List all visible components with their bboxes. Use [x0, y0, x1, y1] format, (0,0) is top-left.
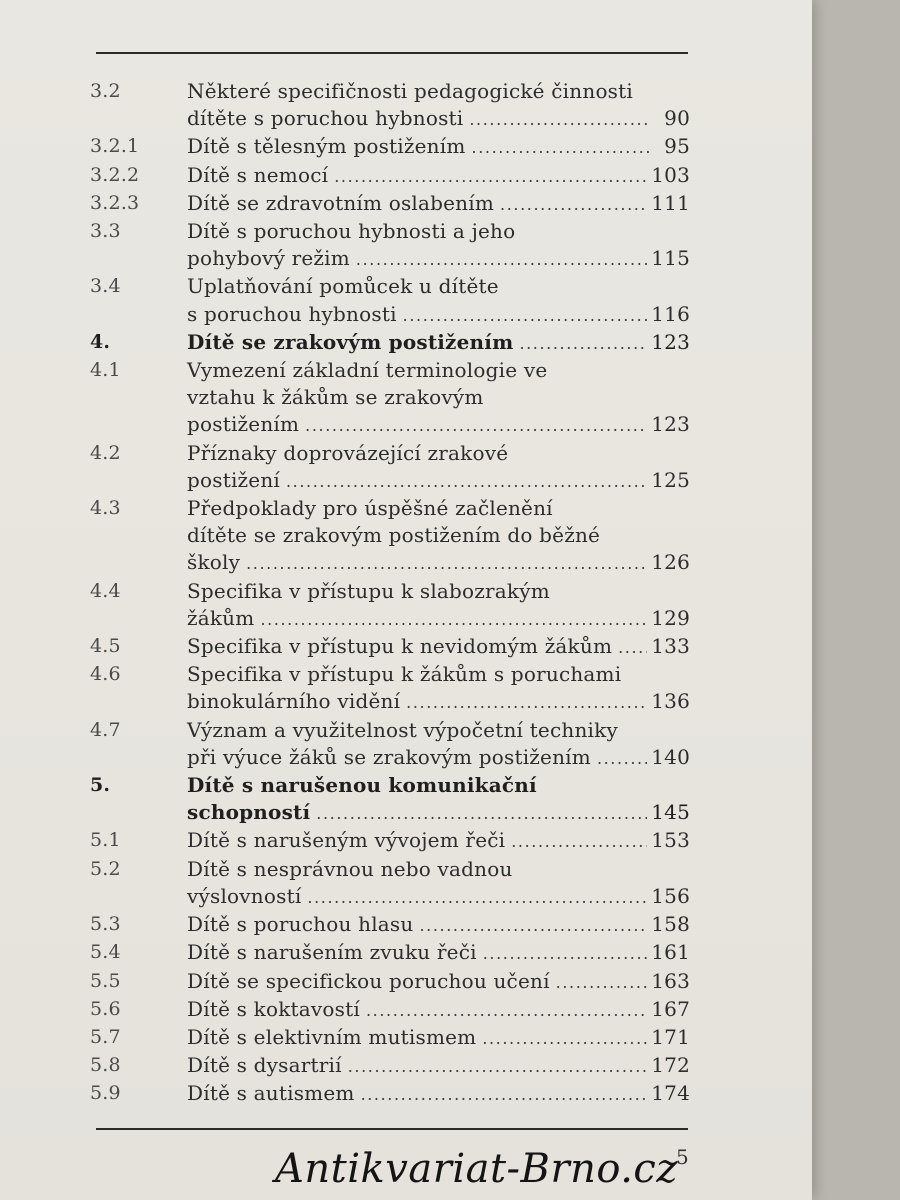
toc-entry-page: 123: [651, 412, 690, 437]
toc-entry-number: 4.2: [90, 441, 121, 464]
dot-leader: [419, 912, 647, 939]
toc-entry-number: 3.3: [90, 220, 121, 243]
toc-entry: [90, 133, 690, 161]
dot-leader: [286, 468, 647, 495]
toc-entry-number: 4.4: [90, 579, 121, 602]
toc-entry: [90, 996, 690, 1024]
toc-entry-title-line: Dítě s poruchou hybnosti a jeho: [187, 219, 516, 244]
dot-leader: [556, 969, 648, 996]
toc-entry-title-line: schopností: [187, 800, 311, 825]
toc-entry-page: 123: [651, 329, 690, 354]
toc-entry-title-line: Příznaky doprovázející zrakové: [187, 440, 509, 465]
toc-entry-number: 5.4: [90, 941, 121, 964]
toc-entry-page: 172: [651, 1053, 690, 1078]
toc-entry: [90, 162, 690, 190]
toc-entry-page: 116: [651, 301, 690, 326]
toc-entry-page: 115: [651, 246, 690, 271]
toc-entry: [90, 1080, 690, 1108]
toc-entry-title-line: pohybový režim: [187, 246, 350, 271]
watermark-logo: Antikvariat-Brno.cz: [275, 1146, 678, 1192]
toc-entry: [90, 1052, 690, 1080]
dot-leader: [356, 246, 647, 273]
dot-leader: [511, 828, 647, 855]
toc-entry-number: 4.7: [90, 718, 121, 741]
toc-entry-number: 5.2: [90, 857, 121, 880]
toc-entry: [90, 190, 690, 218]
toc-entry-title-line: Dítě s tělesným postižením: [187, 134, 466, 159]
toc-entry-title-line: Dítě s elektivním mutismem: [187, 1024, 477, 1049]
toc-entry-title-line: postižení: [187, 467, 280, 492]
toc-entry-title-line: Dítě se specifickou poruchou učení: [187, 968, 550, 993]
toc-entry-page: 111: [651, 190, 690, 215]
toc-entry-page: 158: [651, 912, 690, 937]
toc-entry: [90, 78, 690, 133]
toc-entry: [90, 772, 690, 827]
toc-entry-title-line: Dítě s nesprávnou nebo vadnou: [187, 856, 513, 881]
toc-entry: [90, 273, 690, 328]
page-number: 5: [676, 1145, 689, 1169]
toc-entry: [90, 856, 690, 911]
dot-leader: [305, 412, 647, 439]
toc-entry-number: 3.2.1: [90, 135, 140, 158]
toc-entry-title-line: Předpoklady pro úspěšné začlenění: [187, 496, 553, 521]
dot-leader: [361, 1081, 648, 1108]
dot-leader: [469, 106, 650, 133]
toc-entry: [90, 578, 690, 633]
toc-entry-title-line: žákům: [187, 605, 255, 630]
dot-leader: [483, 940, 648, 967]
toc-entry-title-line: Dítě s autismem: [187, 1081, 355, 1106]
dot-leader: [618, 634, 647, 661]
toc-entry-title-line: Některé specifičnosti pedagogické činnosti: [187, 79, 633, 103]
toc-entry-page: 133: [651, 634, 690, 659]
dot-leader: [597, 745, 647, 772]
toc-entry: [90, 329, 690, 357]
toc-entry-title-line: dítěte se zrakovým postižením do běžné: [187, 523, 601, 548]
toc-entry-title-line: s poruchou hybnosti: [187, 301, 397, 326]
toc-entry-title-line: Specifika v přístupu k žákům s poruchami: [187, 662, 622, 687]
toc-entry-number: 5.9: [90, 1082, 121, 1105]
dot-leader: [366, 997, 647, 1024]
toc-entry-title-line: Dítě s narušeným vývojem řeči: [187, 828, 506, 853]
toc-entry-title-line: Dítě s poruchou hlasu: [187, 912, 414, 937]
toc-entry-number: 4.5: [90, 635, 121, 658]
top-rule: [96, 52, 688, 54]
toc-entry-title-line: Specifika v přístupu k nevidomým žákům: [187, 634, 613, 659]
toc-entry: [90, 495, 690, 578]
dot-leader: [246, 550, 647, 577]
toc-entry-page: 140: [651, 744, 690, 769]
toc-entry-number: 4.6: [90, 663, 121, 686]
toc-entry-page: 167: [651, 996, 690, 1021]
toc-entry-number: 4.3: [90, 497, 121, 520]
dot-leader: [307, 884, 647, 911]
toc-entry-title-line: dítěte s poruchou hybnosti: [187, 106, 464, 131]
toc-entry-page: 95: [664, 134, 690, 159]
toc-entry: [90, 717, 690, 772]
toc-entry-number: 5.6: [90, 997, 121, 1020]
toc-entry-title-line: Uplatňování pomůcek u dítěte: [187, 274, 499, 299]
toc-entry: [90, 1024, 690, 1052]
toc-entry-number: 5.7: [90, 1025, 121, 1048]
dot-leader: [472, 134, 650, 161]
toc-entry: [90, 440, 690, 495]
toc-entry-title-line: Dítě s koktavostí: [187, 996, 360, 1021]
toc-entry-number: 4.: [90, 330, 111, 353]
toc-entry-number: 5.1: [90, 829, 121, 852]
toc-entry-number: 5.: [90, 774, 111, 797]
toc-entry-title-line: Vymezení základní terminologie ve: [187, 358, 548, 383]
toc-entry-page: 171: [651, 1024, 690, 1049]
toc-entry-page: 145: [651, 800, 690, 825]
toc-entry-number: 5.8: [90, 1054, 121, 1077]
toc-entry-page: 103: [651, 162, 690, 187]
bottom-rule: [96, 1128, 688, 1130]
toc-entry-page: 126: [651, 550, 690, 575]
dot-leader: [260, 606, 647, 633]
toc-entry: [90, 911, 690, 939]
toc-entry-number: 3.2: [90, 80, 121, 102]
toc-entry-page: 136: [651, 689, 690, 714]
toc-entry-number: 3.4: [90, 275, 121, 298]
dot-leader: [334, 163, 647, 190]
toc-entry-title-line: postižením: [187, 412, 300, 437]
toc-entry-page: 90: [664, 106, 690, 131]
toc-entry: [90, 939, 690, 967]
toc-entry-page: 163: [651, 968, 690, 993]
toc-entry-page: 156: [651, 883, 690, 908]
toc-entry-page: 153: [651, 828, 690, 853]
toc-entry-title-line: Dítě s nemocí: [187, 162, 329, 187]
dot-leader: [403, 302, 648, 329]
toc-entry-page: 174: [651, 1081, 690, 1106]
toc-entry-page: 125: [651, 467, 690, 492]
toc-entry-title-line: Dítě se zrakovým postižením: [187, 329, 514, 354]
toc-entry-number: 4.1: [90, 359, 121, 382]
toc-entry-title-line: binokulárního vidění: [187, 689, 401, 714]
dot-leader: [406, 689, 647, 716]
toc-entry-title-line: při výuce žáků se zrakovým postižením: [187, 744, 591, 769]
dot-leader: [500, 191, 647, 218]
toc-entry-title-line: Dítě s dysartrií: [187, 1053, 342, 1078]
toc-entry-number: 3.2.2: [90, 163, 140, 186]
toc-entry: [90, 968, 690, 996]
toc-entry-title-line: Specifika v přístupu k slabozrakým: [187, 578, 550, 603]
toc-entry-title-line: Dítě s narušením zvuku řeči: [187, 940, 477, 965]
toc-entry-title-line: Význam a využitelnost výpočetní techniky: [187, 717, 618, 742]
dot-leader: [348, 1053, 647, 1080]
toc-entry-page: 129: [651, 605, 690, 630]
toc-entry-number: 5.5: [90, 969, 121, 992]
toc-entry: [90, 357, 690, 440]
toc-entry-number: 5.3: [90, 913, 121, 936]
dot-leader: [482, 1025, 647, 1052]
toc-entry-title-line: Dítě se zdravotním oslabením: [187, 190, 495, 215]
toc-entry: [90, 661, 690, 716]
toc-entry-number: 3.2.3: [90, 191, 140, 214]
toc-entry: [90, 633, 690, 661]
toc-entry-title-line: školy: [187, 550, 241, 575]
toc-entry-title-line: výslovností: [187, 883, 302, 908]
dot-leader: [519, 330, 647, 357]
table-of-contents: [90, 78, 690, 1109]
toc-entry-title-line: Dítě s narušenou komunikační: [187, 773, 537, 798]
toc-entry-title-line: vztahu k žákům se zrakovým: [187, 385, 484, 410]
toc-entry: [90, 218, 690, 273]
toc-entry-page: 161: [651, 940, 690, 965]
dot-leader: [316, 800, 647, 827]
toc-entry: [90, 827, 690, 855]
